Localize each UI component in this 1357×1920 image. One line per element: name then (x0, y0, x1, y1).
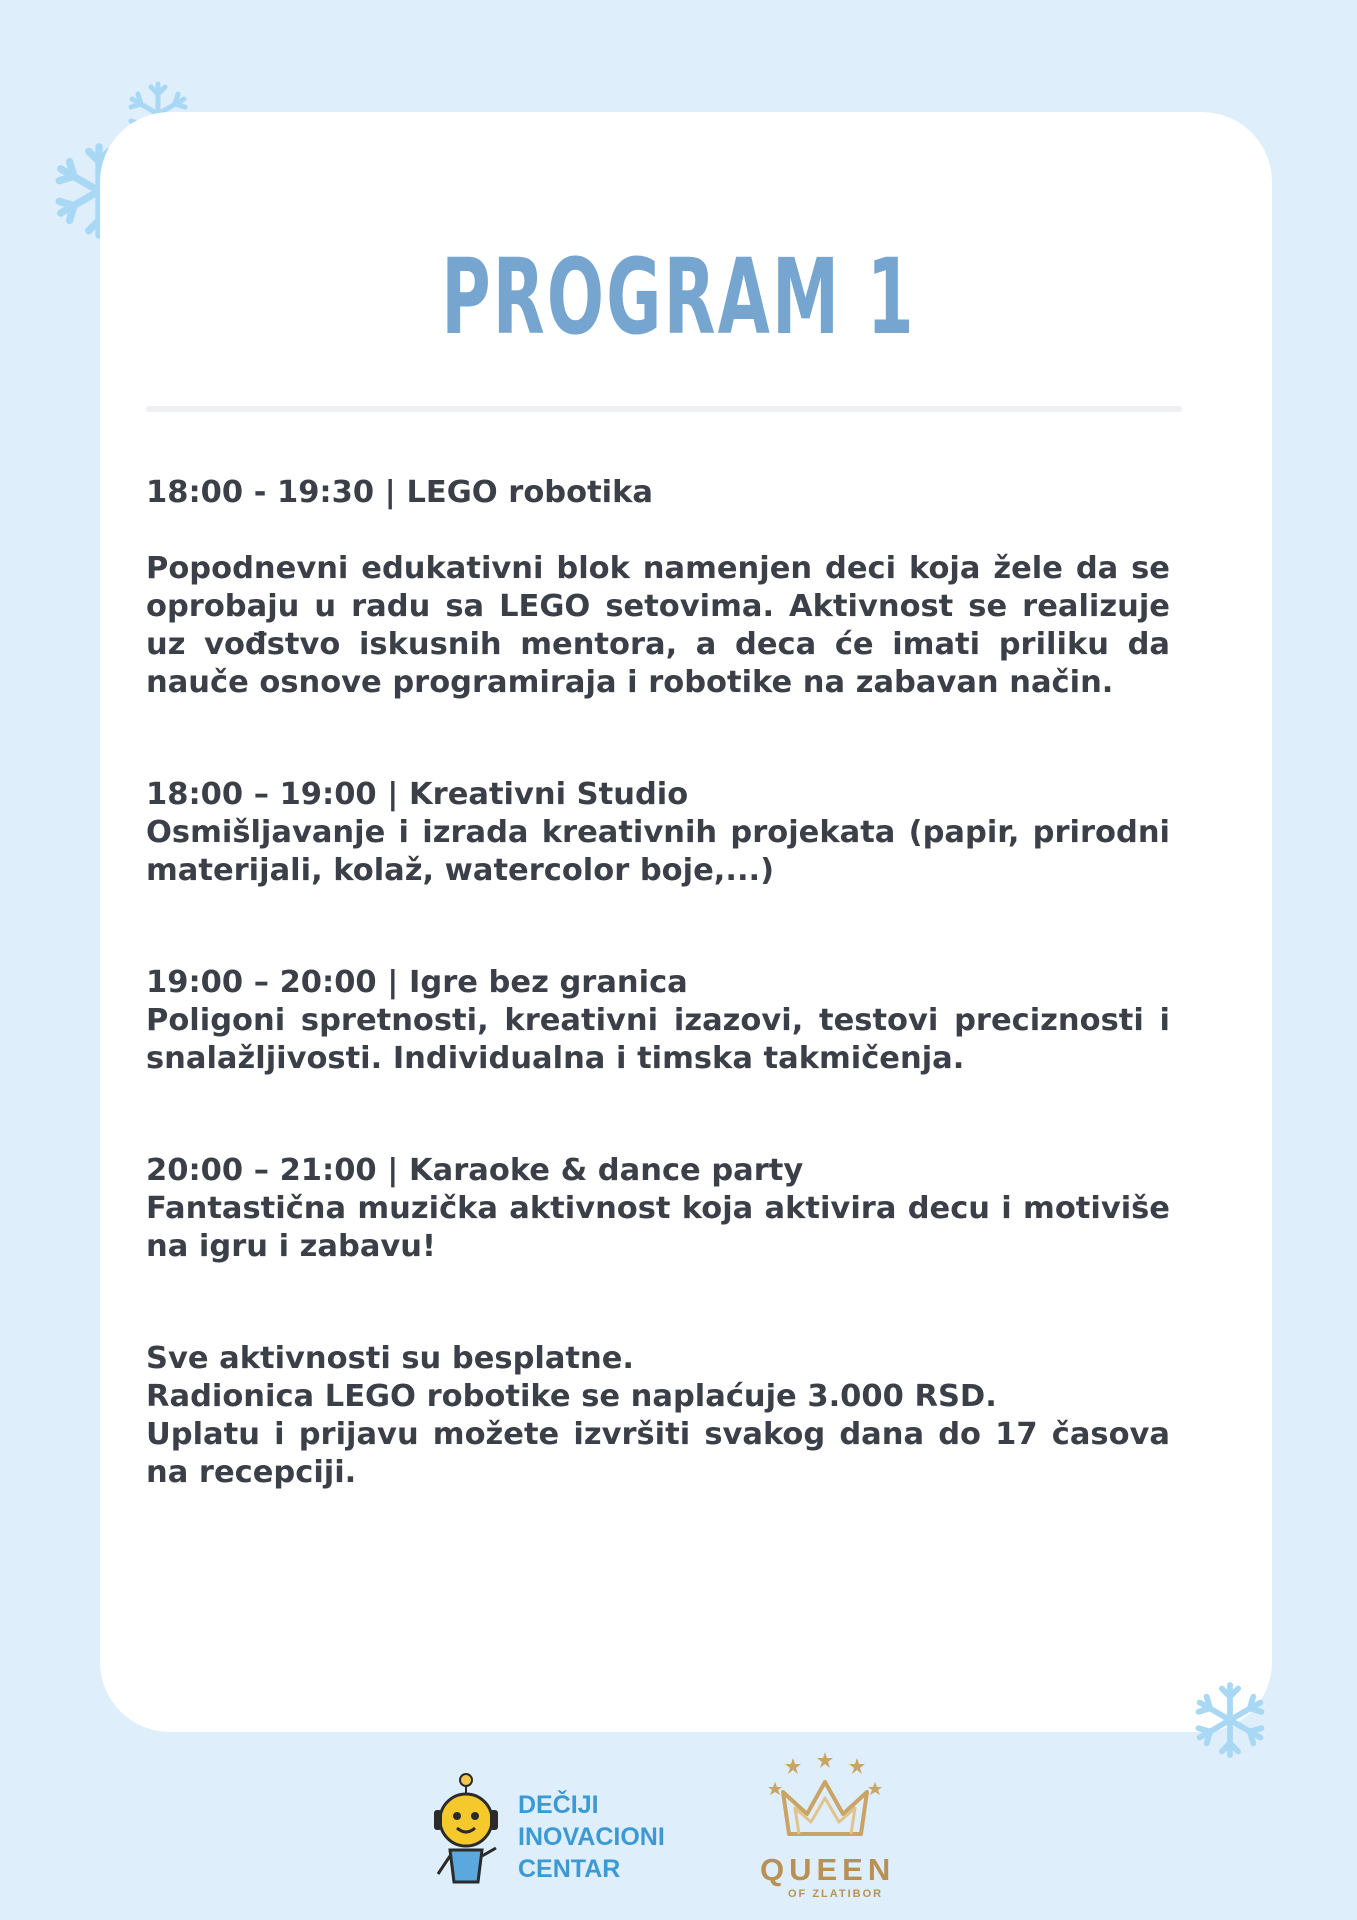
section-text: Poligoni spretnosti, kreativni izazovi, testovi preciznosti i snalažljivosti. Individualna i timska takmičenja. (146, 1003, 1170, 1076)
section-heading: 18:00 - 19:30 | LEGO robotika (146, 475, 653, 510)
program-content (146, 474, 1170, 1492)
section-heading: 19:00 – 20:00 | Igre bez granica (146, 965, 688, 1000)
footer-logos (430, 1752, 930, 1912)
section-text: Osmišljavanje i izrada kreativnih projekata (papir, prirodni materijali, kolaž, watercolor boje,...) (146, 815, 1170, 888)
crown-icon (765, 1752, 885, 1852)
snowflake-icon (1188, 1678, 1272, 1762)
section-text: Fantastična muzička aktivnost koja aktivira decu i motiviše na igru i zabavu! (146, 1191, 1170, 1264)
title-divider (146, 406, 1182, 412)
section-text: Popodnevni edukativni blok namenjen deci koja žele da se oprobaju u radu sa LEGO setovima. Aktivnost se realizuje uz vođstvo iskusnih mentora, a deca će imati priliku da nauče osnove programiraja i robotike na zabavan način. (146, 551, 1170, 700)
dic-logo-text: DEČIJI INOVACIONI CENTAR (518, 1791, 665, 1883)
note-line: Radionica LEGO robotike se naplaćuje 3.000 RSD. (146, 1379, 997, 1414)
page-title: PROGRAM 1 (441, 236, 916, 358)
note-line: Uplatu i prijavu možete izvršiti svakog dana do 17 časova na recepciji. (146, 1417, 1170, 1490)
section-heading: 20:00 – 21:00 | Karaoke & dance party (146, 1153, 804, 1188)
note-line: Sve aktivnosti su besplatne. (146, 1341, 634, 1376)
queen-logo-subtitle: OF ZLATIBOR (788, 1888, 884, 1900)
robot-mascot-icon (430, 1770, 506, 1890)
queen-logo-text: QUEEN (760, 1852, 896, 1887)
section-heading: 18:00 – 19:00 | Kreativni Studio (146, 777, 689, 812)
